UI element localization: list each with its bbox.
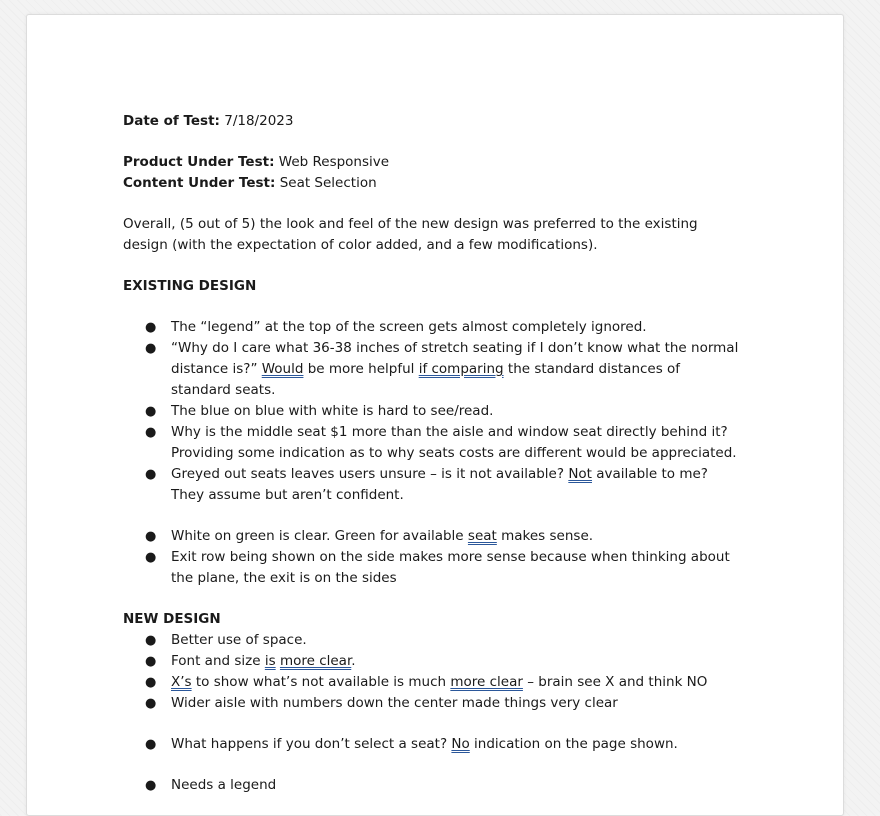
list-item-text: indication on the page shown. [469,736,678,752]
bullet-icon: ● [145,529,157,544]
grammar-flag[interactable]: Not [568,466,592,482]
grammar-flag[interactable]: if comparing [418,361,504,377]
list-item [123,651,743,672]
list-item [123,693,743,714]
list-item-text: – brain see X and think NO [522,674,708,690]
bullet-icon: ● [145,778,157,793]
new-design-list [123,630,743,714]
list-item [123,775,743,796]
date-line [123,111,743,132]
list-item-text: Wider aisle with numbers down the center made things very clear [171,695,618,711]
list-item-text: Needs a legend [171,777,277,793]
bullet-icon: ● [145,404,157,419]
bullet-icon: ● [145,467,157,482]
new-design-heading: NEW DESIGN [123,611,221,627]
document-body [123,111,743,796]
list-item-text: Better use of space. [171,632,307,648]
bullet-icon: ● [145,550,157,565]
list-item-text: be more helpful [303,361,419,377]
new-design-list-3 [123,775,743,796]
date-value: 7/18/2023 [224,113,294,129]
list-item [123,401,743,422]
product-value: Web Responsive [278,154,390,170]
existing-design-list [123,317,743,506]
list-item-text: Exit row being shown on the side makes more sense because when thinking about the plane, the exit is on the sides [171,549,730,586]
list-item [123,422,743,464]
list-item-text: Font and size [171,653,265,669]
grammar-flag[interactable]: seat [467,528,497,544]
grammar-flag[interactable]: No [451,736,470,752]
list-item-text: Greyed out seats leaves users unsure – is it not available? [171,466,569,482]
bullet-icon: ● [145,696,157,711]
grammar-flag[interactable]: Would [261,361,304,377]
list-item-text: White on green is clear. Green for available [171,528,468,544]
list-item-text: The “legend” at the top of the screen gets almost completely ignored. [171,319,647,335]
list-item-text: available to me? They assume but aren’t confident. [171,466,708,503]
bullet-icon: ● [145,320,157,335]
date-label: Date of Test: [123,113,220,129]
bullet-icon: ● [145,654,157,669]
list-item-text: to show what’s not available is much [191,674,451,690]
existing-design-list-2 [123,526,743,589]
bullet-icon: ● [145,633,157,648]
grammar-flag[interactable]: more clear [279,653,352,669]
list-item [123,734,743,755]
new-design-list-2 [123,734,743,755]
list-item-text: What happens if you don’t select a seat? [171,736,452,752]
list-item [123,672,743,693]
list-item-text: makes sense. [496,528,594,544]
content-line [123,173,743,194]
product-label: Product Under Test: [123,154,275,170]
bullet-icon: ● [145,675,157,690]
list-item [123,526,743,547]
list-item [123,317,743,338]
list-item [123,464,743,506]
content-label: Content Under Test: [123,175,276,191]
content-value: Seat Selection [279,175,377,191]
list-item [123,338,743,401]
list-item-text: . [351,653,356,669]
list-item [123,547,743,589]
product-line [123,152,743,173]
list-item [123,630,743,651]
bullet-icon: ● [145,341,157,356]
list-item-text: “Why do I care what 36-38 inches of stretch seating if I don’t know what the normal distance is?” [171,340,739,377]
list-item-text: Why is the middle seat $1 more than the aisle and window seat directly behind it? Providing some indication as to why seats costs are different would be appreciated. [171,424,737,461]
list-item-text: The blue on blue with white is hard to see/read. [171,403,494,419]
document-page [26,14,844,816]
grammar-flag[interactable]: is [264,653,276,669]
grammar-flag[interactable]: more clear [450,674,523,690]
list-item-text: the standard distances of standard seats. [171,361,681,398]
overall-paragraph: Overall, (5 out of 5) the look and feel of the new design was preferred to the existing design (with the expectation of color added, and a few modifications). [123,216,698,253]
bullet-icon: ● [145,425,157,440]
existing-design-heading: EXISTING DESIGN [123,278,257,294]
bullet-icon: ● [145,737,157,752]
grammar-flag[interactable]: X’s [171,674,192,690]
